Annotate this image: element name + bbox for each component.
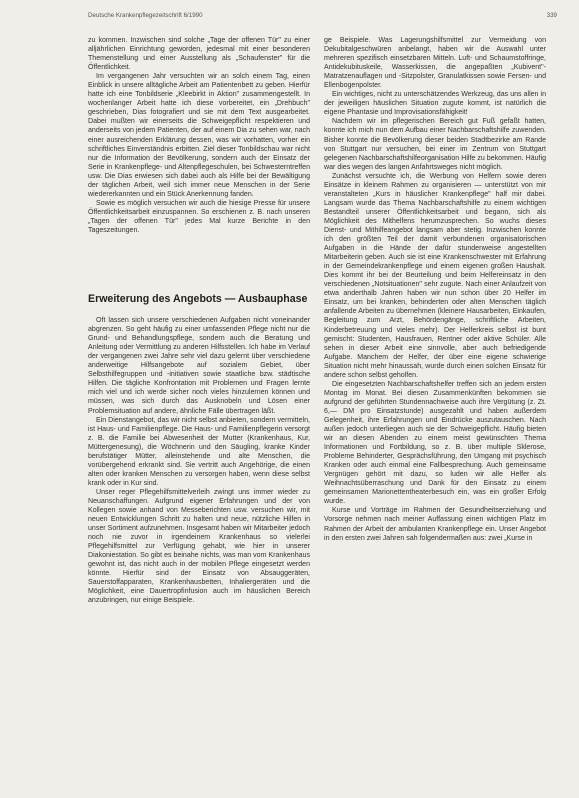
paragraph: Im vergangenen Jahr versuchten wir an solch einem Tag, einen Einblick in unsere alltägliche Arbeit am Patientenbett zu geben. Hierfür hatte ich eine Tonbildserie „Kleebirkt in Aktion" zusammengestellt. In wochenlanger Arbeit hatte ich diese vorbereitet, ein „Drehbuch" geschrieben, Dias fotografiert und sie mit dem Text ausgearbeitet. Dabei mußten wir einerseits die Schweigepflicht respektieren und anderseits von jedem Patienten, der auf einem Dia zu sehen war, nach einer ausreichenden Erklärung dessen, was wir vorhatten, vorher ein schriftliches Einverständnis erbitten. Ziel dieser Tonbildschau war nicht nur die Information der Bevölkerung, sondern auch der Einsatz der Serie in Krankenpflege- und Altenpflegeschulen, bei Schwesterntreffen usw. Die Dias erwiesen sich dabei auch als Hilfe bei der Bewältigung der täglichen Arbeit, weil sich immer neue Menschen in der Serie wiedererkannten und ein Stück Anerkennung fanden.	[88, 73, 310, 198]
paragraph: Ein Dienstangebot, das wir nicht selbst anbieten, sondern vermitteln, ist Haus- und Familienpflege. Die Haus- und Familienpflegerin versorgt z. B. die Familie bei Abwesenheit der Mutter (Krankenhaus, Kur, Müttergenesung), die Wöchnerin und den Säugling, kranke Kinder berufstätiger Mütter, alleinstehende und alte Menschen, die vorübergehend erkrankt sind. Sie vertritt auch Angehörige, die einen alten oder kranken Menschen zu versorgen haben, wenn diese selbst krank oder in Kur sind.	[88, 416, 310, 487]
journal-name: Deutsche Krankenpflegezeitschrift 6/1990	[88, 12, 203, 19]
paragraph: Ein wichtiges, nicht zu unterschätzendes Werkzeug, das uns allen in der jeweiligen häuslichen Situation zugute kommt, ist natürlich die eigene Phantasie und Improvisationsfähigkeit!	[324, 91, 546, 117]
left-column	[88, 36, 310, 606]
paragraph: ge Beispiele. Was Lagerungshilfsmittel zur Vermeidung von Dekubitalgeschwüren anbelangt, haben wir die Auswahl unter mehreren spezifisch einsetzbaren Mitteln. Luft- und Schaumstoffringe, Antidekubituskeile, Wasserkissen, die angepaßten „Kubivent"-Matratzenauflagen und -Sitzpolster, Granulatkissen sowie Fersen- und Ellenbogenpolster.	[324, 37, 546, 90]
paragraph: Kurse und Vorträge im Rahmen der Gesundheitserziehung und Vorsorge nehmen nach meiner Auffassung einen wichtigen Platz im Rahmen der Arbeit der ambulanten Krankenpflege ein. Unser Angebot in den ersten zwei Jahren sah folgendermaßen aus: zwei „Kurse in	[324, 507, 546, 542]
paragraph: Zunächst versuchte ich, die Werbung von Helfern sowie deren Einsätze in kleinem Rahmen zu organisieren — unterstützt von mir veranstalteten „Kurs in häuslicher Krankenpflege" half mir dabei. Langsam wurde das Thema Nachbarschaftshilfe zu einem wichtigen Bestandteil unserer Öffentlichkeitsarbeit und begann, sich als Möglichkeit des Mithelfens herumzusprechen. So wuchs dieses Dienst- und Mithilfeangebot langsam aber stetig. Inzwischen konnte ich den größten Teil der damit verbundenen organisatorischen Aufgaben in die Hände der dafür stundenweise angestellten Mitarbeiterin geben. Auch sie ist eine Krankenschwester mit Erfahrung in der Gemeindekrankenpflege und einem eigenen großen Haushalt. Dies kommt ihr bei der Beurteilung und beim Helfereinsatz in den verschiedenen „Notsituationen" sehr zugute. Nach einer Anlaufzeit von etwa anderthalb Jahren haben wir nun schon über 20 Helfer im Einsatz, um bei kranken, behinderten oder alten Menschen täglich anfallende Arbeiten zu übernehmen (kleinere Hausarbeiten, Einkaufen, Begleitung zum Arzt, Behördengänge, schriftliche Arbeiten, Kinderbetreuung und vieles mehr). Der Helferkreis selbst ist bunt gemischt: Studenten, Hausfrauen, Rentner oder aktive Schüler. Alle sehen in dieser Arbeit eine sinnvolle, aber auch befriedigende Aufgabe. Manchem der Helfer, der über eine eigene schwierige Situation nicht mehr hinaussah, wurde durch einen solchen Einsatz für andere schon selbst geholfen.	[324, 172, 546, 379]
paragraph: Nachdem wir im pflegerischen Bereich gut Fuß gefaßt hatten, konnte ich mich nun dem Aufbau einer Nachbarschaftshilfe zuwenden. Bisher konnte die Bevölkerung dieser beiden Stadtbezirke am Rande von Stuttgart nur versuchen, bei einer im Zentrum von Stuttgart gelegenen Nachbarschaftshilfeorganisation Hilfe zu bekommen. Häufig war dies wegen des langen Anfahrtsweges nicht möglich.	[324, 118, 546, 171]
right-column	[324, 36, 546, 543]
paragraph: Sowie es möglich versuchen wir auch die hiesige Presse für unsere Öffentlichkeitsarbeit einzuspannen. So erschienen z. B. nach unseren „Tagen der offenen Tür" jedes Mal kurze Berichte in den Tageszeitungen.	[88, 199, 310, 234]
paragraph: zu kommen. Inzwischen sind solche „Tage der offenen Tür" zu einer alljährlichen Einrichtung geworden, jedesmal mit einer besonderen Themenstellung und einer Ausstellung als „Schaufenster" für die Öffentlichkeit.	[88, 37, 310, 72]
paragraph: Unser reger Pflegehilfsmittelverleih zwingt uns immer wieder zu Neuanschaffungen. Aufgrund eigener Erfahrungen und der von Kollegen sowie anhand von Messeberichten usw. versuchen wir, mit neuen Entwicklungen Schritt zu halten und neue, nützliche Hilfen in unser Sortiment aufzunehmen. Insgesamt haben wir Mitarbeiter jedoch noch nie zuvor in irgendeinem Krankenhaus so vielerlei Pflegehilfsmittel zur Verfügung gehabt, wie hier in unserer Diakoniestation. So gibt es beinahe nichts, was man vom Krankenhaus gewohnt ist, das nicht auch in der mobilen Pflege eingesetzt werden könnte. Hierfür sind der Einsatz von Absauggeräten, Sauerstoffapparaten, Krankenhausbetten, Inhaliergeräten und die Möglichkeit, eine Dauertropfinfusion auch im häuslichen Bereich anzubringen, nur einige Beispiele.	[88, 488, 310, 605]
spacer	[88, 235, 310, 293]
page-number: 339	[546, 12, 557, 19]
paragraph: Oft lassen sich unsere verschiedenen Aufgaben nicht voneinander abgrenzen. So geht häufig zu einer umfassenden Pflege nicht nur die Grund- und Behandlungspflege, sondern auch die Beratung und Anleitung oder Vermittlung zu anderen Hilfsstellen. Ich habe im Verlauf der vergangenen zwei Jahre sehr viel dazu gelernt über verschiedene anderweitige Hilfsangebote auf sozialem Gebiet, über Selbsthilfegruppen und -initiativen sowie staatliche bzw. städtische Hilfen. Die tägliche Konfrontation mit Problemen und Fragen lernte mich viel und ich werde sicher noch vieles hinzulernen können und müssen, was sich durch das Ausknobeln und Lösen einer Problemsituation auf andere, ähnliche Fälle übertragen läßt.	[88, 317, 310, 415]
paragraph: Die eingesetzten Nachbarschaftshelfer treffen sich an jedem ersten Montag im Monat. Bei diesen Zusammenkünften bekommen sie aufgrund der geführten Stundennachweise auch ihre Vergütung (z. Zt. 6,— DM pro Einsatzstunde) ausgezahlt und haben außerdem Gelegenheit, ihre Erfahrungen und Eindrücke auszutauschen. Nach außen jedoch unterliegen auch sie der Schweigepflicht. Häufig bieten wir an diesen Abenden zu einem meist gewünschten Thema Informationen und Fortbildung, so z. B. über multiple Sklerose, Probleme Behinderter, Gesprächsführung, den Umgang mit psychisch Kranken oder auch einmal eine Fallbesprechung. Auch gemeinsame Vergnügen gehört mit dazu, so luden wir alle Helfer als Weihnachtsüberraschung und Dank für den Einsatz zu einem gemeinsamen Marionettentheaterbesuch ein, was ein großer Erfolg wurde.	[324, 380, 546, 506]
section-heading: Erweiterung des Angebots — Ausbauphase	[88, 293, 308, 306]
running-header	[88, 12, 557, 24]
